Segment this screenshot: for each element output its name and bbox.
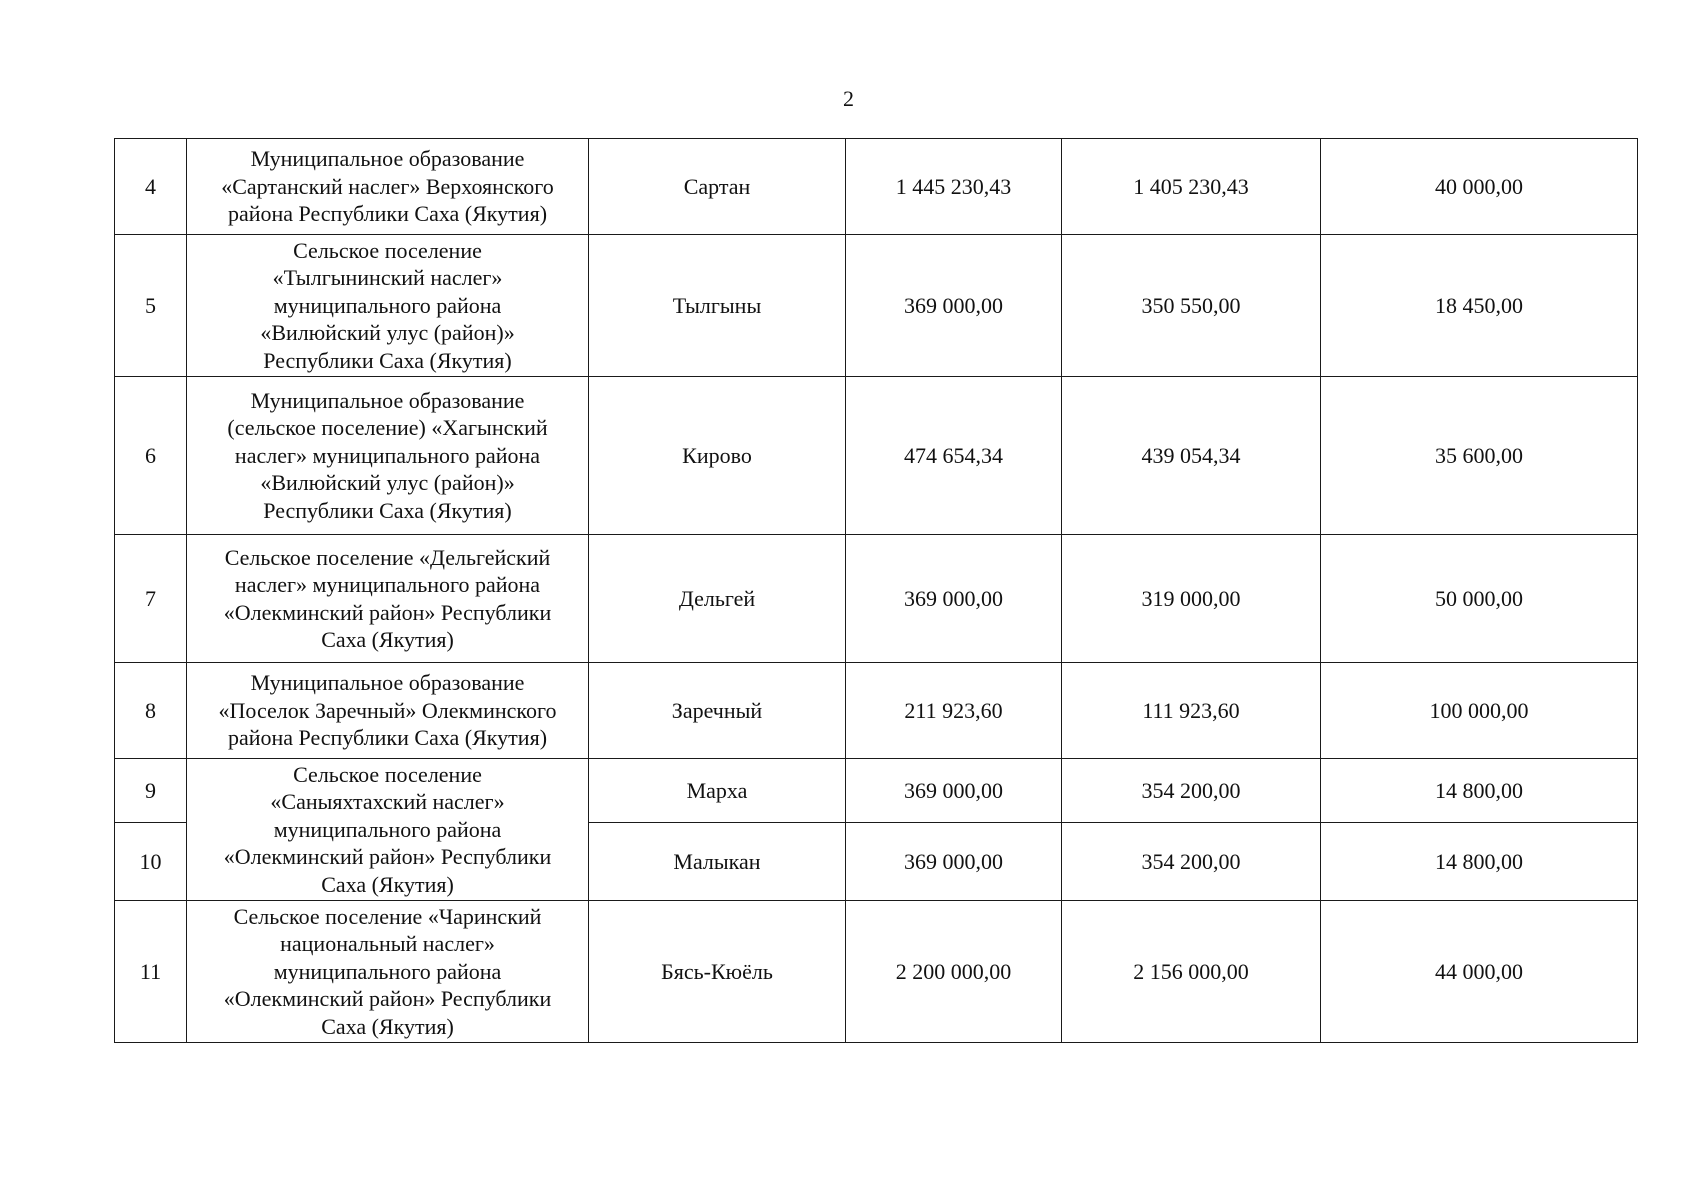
municipality-name: Сельское поселение «Дельгейский наслег» муниципального района «Олекминский район» Республики Саха (Якутия) [187, 535, 589, 663]
row-number: 9 [115, 759, 187, 823]
municipality-name: Муниципальное образование «Поселок Заречный» Олекминского района Республики Саха (Якутия) [187, 663, 589, 759]
row-number: 8 [115, 663, 187, 759]
total-amount: 369 000,00 [846, 823, 1062, 901]
table-row [115, 535, 1638, 663]
amount-a: 350 550,00 [1062, 235, 1321, 377]
row-number: 4 [115, 139, 187, 235]
settlement-name: Кирово [589, 377, 846, 535]
amount-a: 111 923,60 [1062, 663, 1321, 759]
municipality-name: Сельское поселение «Саныяхтахский наслег» муниципального района «Олекминский район» Республики Саха (Якутия) [187, 759, 589, 901]
row-number: 5 [115, 235, 187, 377]
total-amount: 2 200 000,00 [846, 901, 1062, 1043]
settlement-name: Бясь-Кюёль [589, 901, 846, 1043]
table-row [115, 377, 1638, 535]
table-row [115, 235, 1638, 377]
settlement-name: Тылгыны [589, 235, 846, 377]
amount-a: 2 156 000,00 [1062, 901, 1321, 1043]
allocation-table [114, 138, 1638, 1043]
municipality-name: Сельское поселение «Чаринский национальный наслег» муниципального района «Олекминский район» Республики Саха (Якутия) [187, 901, 589, 1043]
amount-b: 44 000,00 [1321, 901, 1638, 1043]
table-row [115, 901, 1638, 1043]
amount-b: 14 800,00 [1321, 823, 1638, 901]
row-number: 11 [115, 901, 187, 1043]
amount-b: 14 800,00 [1321, 759, 1638, 823]
municipality-name: Сельское поселение «Тылгынинский наслег» муниципального района «Вилюйский улус (район)» Республики Саха (Якутия) [187, 235, 589, 377]
row-number: 6 [115, 377, 187, 535]
table-row [115, 139, 1638, 235]
settlement-name: Малыкан [589, 823, 846, 901]
amount-a: 319 000,00 [1062, 535, 1321, 663]
settlement-name: Сартан [589, 139, 846, 235]
total-amount: 369 000,00 [846, 759, 1062, 823]
total-amount: 474 654,34 [846, 377, 1062, 535]
settlement-name: Марха [589, 759, 846, 823]
amount-b: 18 450,00 [1321, 235, 1638, 377]
row-number: 10 [115, 823, 187, 901]
row-number: 7 [115, 535, 187, 663]
settlement-name: Дельгей [589, 535, 846, 663]
table-row [115, 663, 1638, 759]
amount-b: 50 000,00 [1321, 535, 1638, 663]
amount-a: 1 405 230,43 [1062, 139, 1321, 235]
total-amount: 1 445 230,43 [846, 139, 1062, 235]
total-amount: 369 000,00 [846, 535, 1062, 663]
settlement-name: Заречный [589, 663, 846, 759]
amount-a: 354 200,00 [1062, 823, 1321, 901]
municipality-name: Муниципальное образование (сельское поселение) «Хагынский наслег» муниципального района «Вилюйский улус (район)» Республики Саха (Якутия) [187, 377, 589, 535]
total-amount: 211 923,60 [846, 663, 1062, 759]
municipality-name: Муниципальное образование «Сартанский наслег» Верхоянского района Республики Саха (Якутия) [187, 139, 589, 235]
amount-a: 354 200,00 [1062, 759, 1321, 823]
amount-b: 100 000,00 [1321, 663, 1638, 759]
amount-b: 35 600,00 [1321, 377, 1638, 535]
amount-a: 439 054,34 [1062, 377, 1321, 535]
table-row [115, 759, 1638, 823]
total-amount: 369 000,00 [846, 235, 1062, 377]
amount-b: 40 000,00 [1321, 139, 1638, 235]
page-number: 2 [843, 86, 854, 111]
